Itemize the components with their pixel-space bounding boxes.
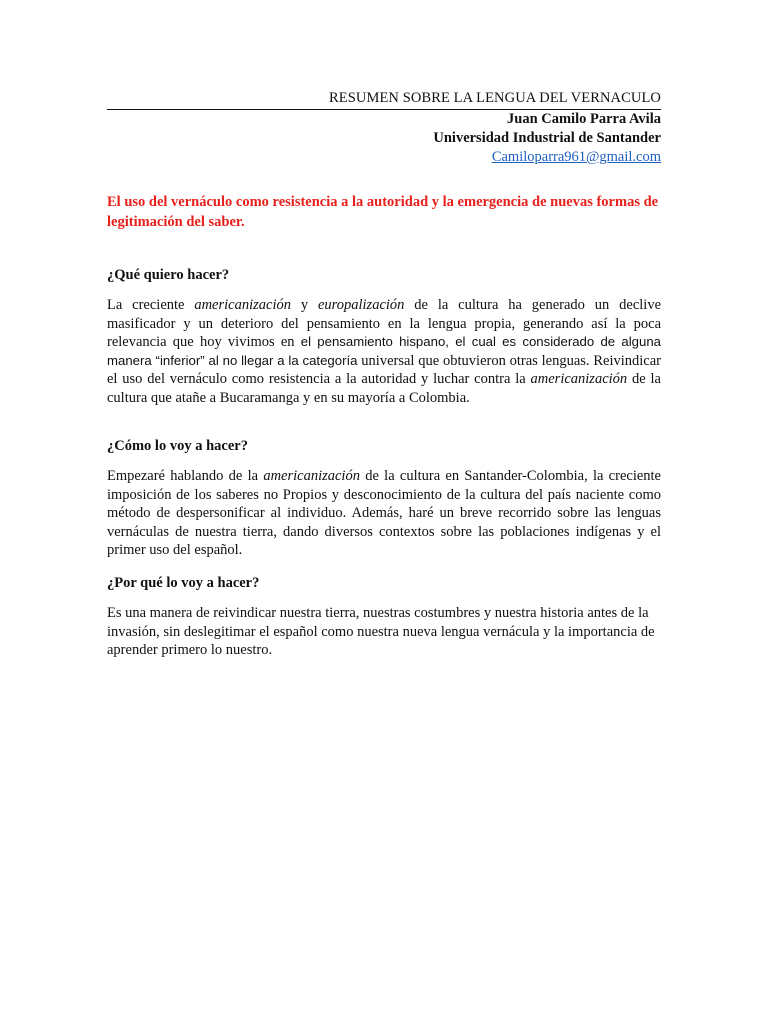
body-text: de la cultura ha generado un declive masificador y un deterioro del pensamiento en la lengua propia, generando así la poca relevancia que hoy vivimos en [107,297,662,350]
section-why [107,574,661,660]
document-subtitle: El uso del vernáculo como resistencia a la autoridad y la emergencia de nuevas formas de legitimación del saber. [107,194,659,230]
section-body [107,296,661,407]
italic-term: americanización [530,371,628,387]
italic-term: americanización [194,297,291,313]
section-what [107,266,661,407]
body-text: y [290,297,318,313]
section-heading: ¿Qué quiero hacer? [107,267,230,283]
section-heading: ¿Por qué lo voy a hacer? [107,575,260,591]
body-text: de la cultura en Santander-Colombia, la creciente imposición de los saberes no Propios y desconocimiento de la cultura del país naciente como método de despersonificar al individuo. Además, haré un breve recorrido sobre las lenguas vernáculas de nuestra tierra, dando diversos contextos sobre las poblaciones indígenas y el primer uso del español. [107,468,661,558]
body-text: La creciente [107,297,195,313]
section-body: Es una manera de reivindicar nuestra tierra, nuestras costumbres y nuestra historia antes de la invasión, sin deslegitimar el español como nuestra nueva lengua vernácula y la importancia de aprender primero lo nuestro. [107,605,655,658]
section-how [107,437,661,560]
document-title: RESUMEN SOBRE LA LENGUA DEL VERNACULO [107,88,661,110]
document-header [107,88,661,167]
body-text: de la cultura que atañe a Bucaramanga y en su mayoría a Colombia. [107,371,661,406]
institution-name: Universidad Industrial de Santander [433,130,661,146]
italic-term: americanización [263,468,360,484]
body-text: Empezaré hablando de la [107,468,264,484]
body-text: universal que obtuvieron otras lenguas. Reivindicar el uso del vernáculo como resistencia a la autoridad y luchar contra la [107,352,661,387]
body-text-alt-font: el pensamiento hispano, el cual es considerado de alguna manera “inferior” al no llegar a la categoría [107,334,661,368]
italic-term: europalización [317,297,405,313]
email-link[interactable]: Camiloparra961@gmail.com [491,149,661,165]
section-body [107,467,661,560]
section-heading: ¿Cómo lo voy a hacer? [107,438,248,454]
author-name: Juan Camilo Parra Avila [507,111,661,127]
